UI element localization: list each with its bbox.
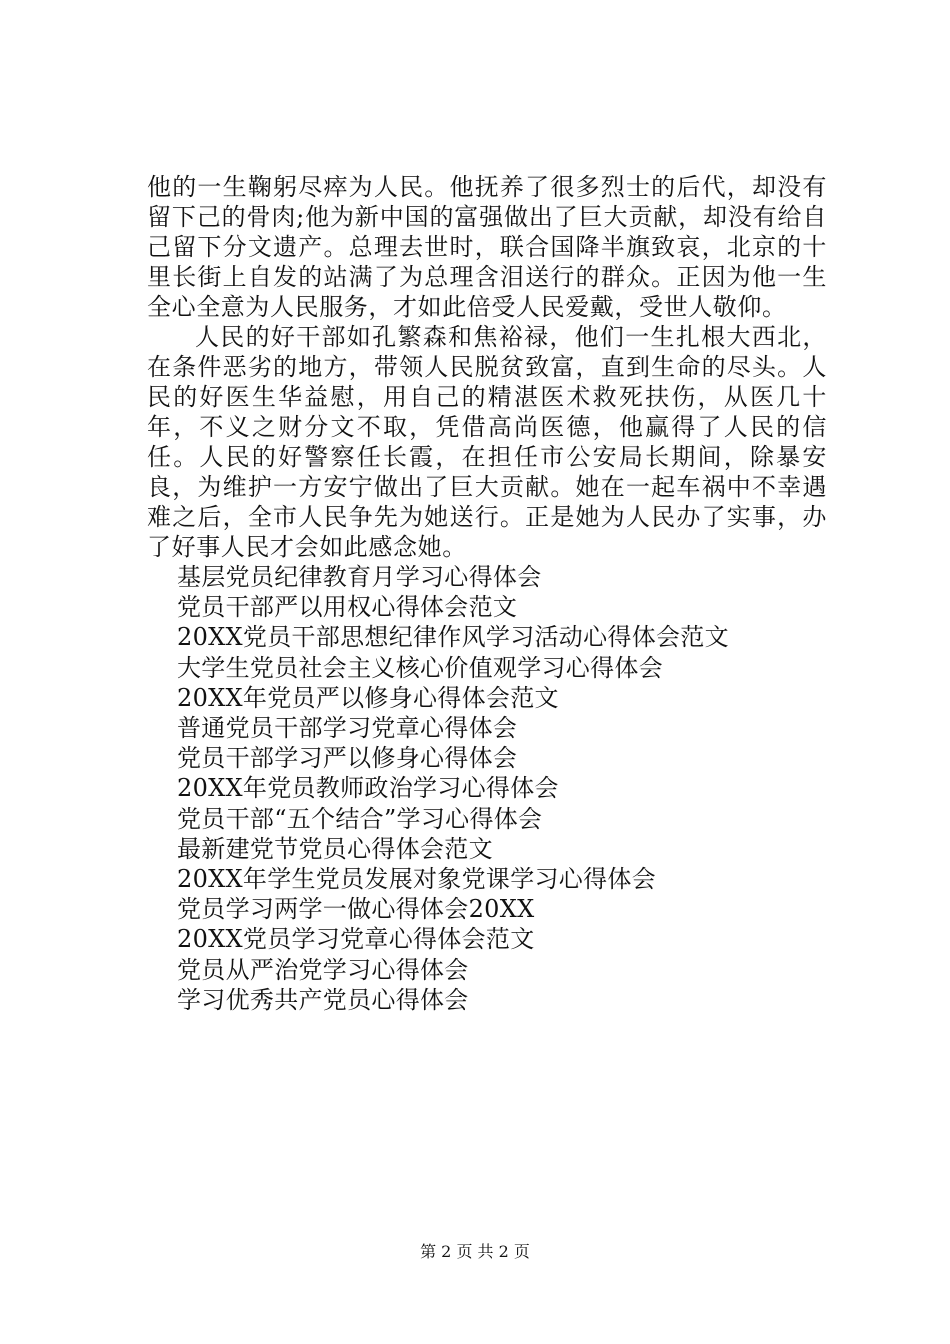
related-article-6: 普通党员干部学习党章心得体会 xyxy=(177,714,518,743)
related-article-2: 党员干部严以用权心得体会范文 xyxy=(177,593,518,622)
related-article-11: 20XX年学生党员发展对象党课学习心得体会 xyxy=(177,865,657,894)
related-article-15: 学习优秀共产党员心得体会 xyxy=(177,985,469,1014)
related-article-9: 党员干部“五个结合”学习心得体会 xyxy=(177,804,543,833)
related-article-10: 最新建党节党员心得体会范文 xyxy=(177,834,493,863)
related-article-3: 20XX党员干部思想纪律作风学习活动心得体会范文 xyxy=(177,623,729,652)
related-article-14: 党员从严治党学习心得体会 xyxy=(177,955,469,984)
related-articles-list xyxy=(147,562,827,1015)
related-article-5: 20XX年党员严以修身心得体会范文 xyxy=(177,683,559,712)
related-article-12: 党员学习两学一做心得体会20XX xyxy=(177,895,535,924)
related-article-13: 20XX党员学习党章心得体会范文 xyxy=(177,925,535,954)
body-paragraph-2: 人民的好干部如孔繁森和焦裕禄，他们一生扎根大西北，在条件恶劣的地方，带领人民脱贫致富，直到生命的尽头。人民的好医生华益慰，用自己的精湛医术救死扶伤，从医几十年，不义之财分文不取，凭借高尚医德，他赢得了人民的信任。人民的好警察任长霞，在担任市公安局长期间，除暴安良，为维护一方安宁做出了巨大贡献。她在一起车祸中不幸遇难之后，全市人民争先为她送行。正是她为人民办了实事，办了好事人民才会如此感念她。 xyxy=(147,323,827,561)
related-article-1: 基层党员纪律教育月学习心得体会 xyxy=(177,563,542,591)
body-paragraph-1: 他的一生鞠躬尽瘁为人民。他抚养了很多烈士的后代，却没有留下己的骨肉;他为新中国的富强做出了巨大贡献，却没有给自己留下分文遗产。总理去世时，联合国降半旗致哀，北京的十里长街上自发的站满了为总理含泪送行的群众。正因为他一生全心全意为人民服务，才如此倍受人民爱戴，受世人敬仰。 xyxy=(147,173,827,321)
related-article-4: 大学生党员社会主义核心价值观学习心得体会 xyxy=(177,653,663,682)
page-number-footer: 第 2 页 共 2 页 xyxy=(420,1242,530,1261)
document-body xyxy=(147,172,827,1015)
related-article-8: 20XX年党员教师政治学习心得体会 xyxy=(177,774,559,803)
related-article-7: 党员干部学习严以修身心得体会 xyxy=(177,744,518,773)
